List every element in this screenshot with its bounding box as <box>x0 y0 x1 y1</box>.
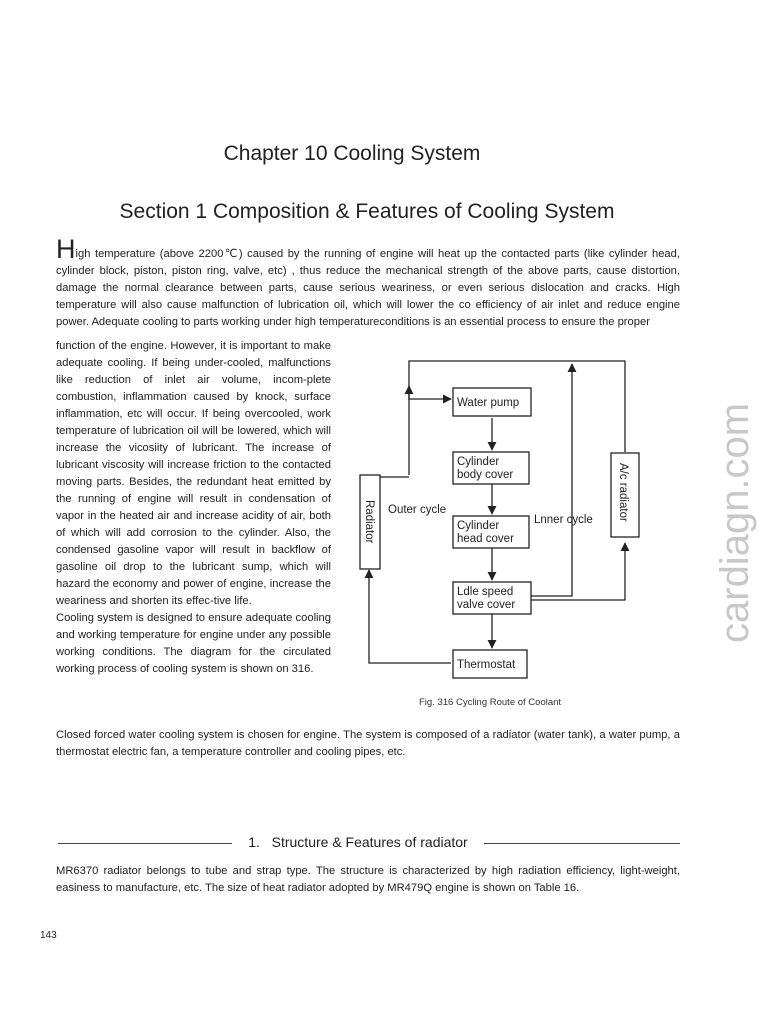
watermark <box>700 385 764 645</box>
subsection-title: Structure & Features of radiator <box>271 834 468 850</box>
thermostat-to-radiator-line <box>369 570 451 663</box>
cylinder-body-label-1: Cylinder <box>457 456 500 468</box>
inner-cycle-label: Lnner cycle <box>534 514 593 526</box>
figure-caption: Fig. 316 Cycling Route of Coolant <box>419 697 562 708</box>
inner-cycle-line <box>531 364 572 596</box>
heading-rule-right <box>484 843 680 844</box>
intro-column <box>56 338 331 678</box>
idle-speed-label-2: valve cover <box>457 599 516 611</box>
intro-paragraph-full-width <box>56 234 680 331</box>
idle-to-ac-line <box>531 543 625 600</box>
coolant-cycle-diagram <box>348 352 688 712</box>
page-number: 143 <box>40 930 57 941</box>
radiator-label: Radiator <box>363 500 375 544</box>
water-pump-box <box>453 388 531 416</box>
intro-column-paragraph-2: Cooling system is designed to ensure adequate cooling and working temperature for engine under any possible working conditions. The diagram for the circulated working process of cooling system is shown on 316. <box>56 612 331 675</box>
watermark-text: cardiagn.com <box>713 402 757 643</box>
cylinder-body-label-2: body cover <box>457 469 514 481</box>
ac-radiator-label: A/c radiator <box>617 463 629 522</box>
drop-cap: H <box>56 234 76 264</box>
subsection-heading-label <box>236 834 480 850</box>
cylinder-body-cover-box <box>453 452 529 484</box>
intro-column-paragraph-1: function of the engine. However, it is important to make adequate cooling. If being under-cooled, malfunctions like reduction of inlet air volume, incom-plete combustion, inflammation caused by knock, surface inflammation, etc will occur. If being overcooled, work temperature of lubrication oil will be lowered, which will increase the vicosiity of lubricant. The increase of lubricant viscosity will increase friction to the contacted moving parts. Besides, the redundant heat emitted by the running of engine will result in condensation of vapor in the heated air and increase acidity of air, both of which will add corrosion to the cylinder. Also, the condensed gasoline vapor will result in backflow of gasoline oil drop to the lubricant sump, which will hazard the economy and power of engine, increase the weariness and shorten its effec-tive life. <box>56 340 331 607</box>
section-title: Section 1 Composition & Features of Cooling System <box>119 200 615 223</box>
water-pump-label: Water pump <box>457 397 520 409</box>
intro-text-full: igh temperature (above 2200℃) caused by the running of engine will heat up the contacted parts (like cylinder head, cylinder block, piston, piston ring, valve, etc) , thus reduce the mechanical strength of the above parts, cause distortion, damage the normal clearance between parts, cause serious weariness, or even serious dislocation and cracks. High temperature will also cause malfunction of lubrication oil, which will lower the co efficiency of air inlet and reduce engine power. Adequate cooling to parts working under high temperatureconditions is an essential process to ensure the proper <box>56 248 680 328</box>
cylinder-head-label-1: Cylinder <box>457 520 500 532</box>
subsection-number: 1. <box>248 834 260 850</box>
radiator-paragraph: MR6370 radiator belongs to tube and strap type. The structure is characterized by high radiation efficiency, light-weight, easiness to manufacture, etc. The size of heat radiator adopted by MR479Q engine is shown on Table 16. <box>56 865 680 894</box>
outer-cycle-label: Outer cycle <box>388 504 447 516</box>
idle-speed-valve-cover-box <box>453 582 531 614</box>
subsection-heading <box>56 834 680 854</box>
idle-speed-label-1: Ldle speed <box>457 586 514 598</box>
cylinder-head-label-2: head cover <box>457 533 514 545</box>
radiator-box <box>360 475 380 569</box>
ac-radiator-box <box>611 453 639 537</box>
chapter-title: Chapter 10 Cooling System <box>223 142 481 165</box>
thermostat-box <box>453 650 527 678</box>
closing-paragraph: Closed forced water cooling system is chosen for engine. The system is composed of a radiator (water tank), a water pump, a thermostat electric fan, a temperature controller and cooling pipes, etc. <box>56 729 680 758</box>
thermostat-label: Thermostat <box>457 659 516 671</box>
heading-rule-left <box>58 843 232 844</box>
cylinder-head-cover-box <box>453 516 529 548</box>
